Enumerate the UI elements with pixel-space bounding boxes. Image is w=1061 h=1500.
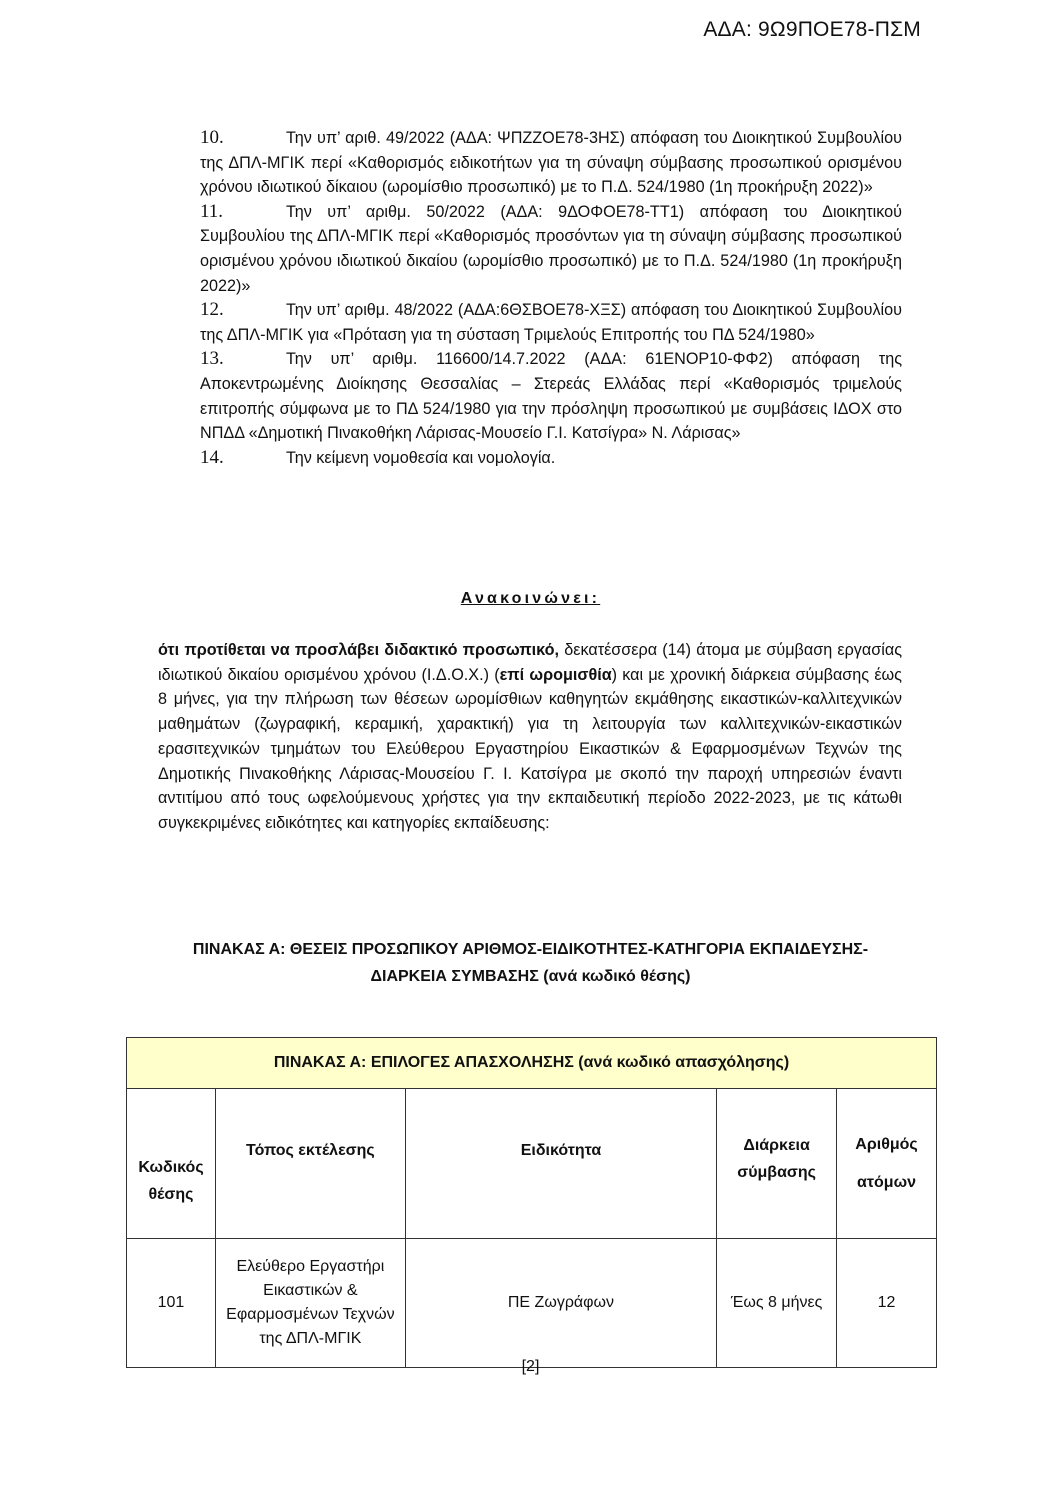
cell-duration: Έως 8 μήνες: [717, 1239, 837, 1368]
positions-table: [126, 1037, 937, 1368]
item-text: Την υπ’ αριθ. 49/2022 (ΑΔΑ: ΨΠΖΖΟΕ78-3ΗΣ) απόφαση του Διοικητικού Συμβουλίου της ΔΠΛ-ΜΓΙΚ περί «Καθορισμός ειδικοτήτων για τη σύναψη σύμβασης προσωπικού ορισμένου χρόνου ιδιωτικού δίκαιου (ωρομίσθιο προσωπικό) με το Π.Δ. 524/1980 (1η προκήρυξη 2022)»: [200, 129, 902, 197]
references-list: [200, 126, 902, 470]
table-row: [127, 1239, 937, 1368]
table-title-line-2: ΔΙΑΡΚΕΙΑ ΣΥΜΒΑΣΗΣ (ανά κωδικό θέσης): [370, 968, 691, 985]
header-duration: Διάρκεια σύμβασης: [717, 1089, 837, 1239]
item-text: Την κείμενη νομοθεσία και νομολογία.: [286, 448, 556, 467]
cell-count: 12: [837, 1239, 937, 1368]
item-number: 14.: [200, 446, 224, 468]
announcement-paragraph: [158, 638, 902, 836]
cell-code: 101: [127, 1239, 216, 1368]
item-text: Την υπ’ αριθμ. 116600/14.7.2022 (ΑΔΑ: 61ΕΝΟΡ10-ΦΦ2) απόφαση της Αποκεντρωμένης Διοίκησης Θεσσαλίας – Στερεάς Ελλάδας περί «Καθορισμός τριμελούς επιτροπής σύμφωνα με το ΠΔ 524/1980 για την πρόσληψη προσωπικού με συμβάσεις ΙΔΟΧ στο ΝΠΔΔ «Δημοτική Πινακοθήκη Λάρισας-Μουσείο Γ.Ι. Κατσίγρα» Ν. Λάρισας»: [200, 350, 902, 443]
paragraph-bold-intro: ότι προτίθεται να προσλάβει διδακτικό προσωπικό,: [158, 641, 560, 659]
ada-code: ΑΔΑ: 9Ω9ΠΟΕ78-ΠΣΜ: [703, 18, 921, 41]
item-number: 12.: [200, 299, 224, 321]
page-number: [2]: [521, 1358, 540, 1375]
header-code: Κωδικός θέσης: [127, 1089, 216, 1239]
cell-place: Ελεύθερο Εργαστήρι Εικαστικών & Εφαρμοσμένων Τεχνών της ΔΠΛ-ΜΓΙΚ: [215, 1239, 405, 1368]
table-title: [0, 936, 1061, 990]
list-item: [200, 446, 902, 471]
item-number: 11.: [200, 200, 224, 222]
announcement-heading: Ανακοινώνει:: [460, 590, 601, 607]
list-item: [200, 347, 902, 445]
header-count: Αριθμός ατόμων: [837, 1089, 937, 1239]
list-item: [200, 200, 902, 298]
table-header-row: [127, 1089, 937, 1239]
table-caption-row: [127, 1038, 937, 1089]
paragraph-bold-mid: επί ωρομισθία: [499, 665, 612, 684]
paragraph-text-1: δεκατέσσερα (14) άτομα με σύμβαση εργασίας ιδιωτικού δικαίου ορισμένου χρόνου (Ι.Δ.Ο.Χ.) (: [158, 641, 903, 684]
table-title-line-1: ΠΙΝΑΚΑΣ Α: ΘΕΣΕΙΣ ΠΡΟΣΩΠΙΚΟΥ ΑΡΙΘΜΟΣ-ΕΙΔΙΚΟΤΗΤΕΣ-ΚΑΤΗΓΟΡΙΑ ΕΚΠΑΙΔΕΥΣΗΣ-: [192, 941, 869, 958]
list-item: [200, 126, 902, 200]
header-place: Τόπος εκτέλεσης: [215, 1089, 405, 1239]
item-number: 13.: [200, 348, 224, 370]
item-number: 10.: [200, 127, 224, 148]
paragraph-text-2: ) και με χρονική διάρκεια σύμβασης έως 8 μήνες, για την πλήρωση των θέσεων ωρομίσθιων καθηγητών εκμάθησης εικαστικών-καλλιτεχνικών μαθημάτων (ζωγραφική, κεραμική, χαρακτική) για τη λειτουργία των καλλιτεχνικών-εικαστικών ερασιτεχνικών τμημάτων του Ελεύθερου Εργαστηρίου Εικαστικών & Εφαρμοσμένων Τεχνών της Δημοτικής Πινακοθήκης Λάρισας-Μουσείου Γ. Ι. Κατσίγρα με σκοπό την παροχή υπηρεσιών έναντι αντιτίμου από τους ωφελούμενους χρήστες για την εκπαιδευτική περίοδο 2022-2023, με τις κάτωθι συγκεκριμένες ειδικότητες και κατηγορίες εκπαίδευσης:: [158, 665, 902, 832]
item-text: Την υπ’ αριθμ. 50/2022 (ΑΔΑ: 9ΔΟΦΟΕ78-ΤΤ1) απόφαση του Διοικητικού Συμβουλίου της ΔΠΛ-ΜΓΙΚ περί «Καθορισμός προσόντων για τη σύναψη σύμβασης προσωπικού ορισμένου χρόνου ιδιωτικού δικαίου (ωρομίσθιο προσωπικό) με το Π.Δ. 524/1980 (1η προκήρυξη 2022)»: [200, 202, 902, 295]
item-text: Την υπ’ αριθμ. 48/2022 (ΑΔΑ:6ΘΣΒΟΕ78-ΧΞΣ) απόφαση του Διοικητικού Συμβουλίου της ΔΠΛ-ΜΓΙΚ για «Πρόταση για τη σύσταση Τριμελούς Επιτροπής του ΠΔ 524/1980»: [200, 301, 902, 344]
header-specialty: Ειδικότητα: [405, 1089, 716, 1239]
cell-specialty: ΠΕ Ζωγράφων: [405, 1239, 716, 1368]
list-item: [200, 298, 902, 347]
table-caption: ΠΙΝΑΚΑΣ Α: ΕΠΙΛΟΓΕΣ ΑΠΑΣΧΟΛΗΣΗΣ (ανά κωδικό απασχόλησης): [127, 1038, 937, 1089]
